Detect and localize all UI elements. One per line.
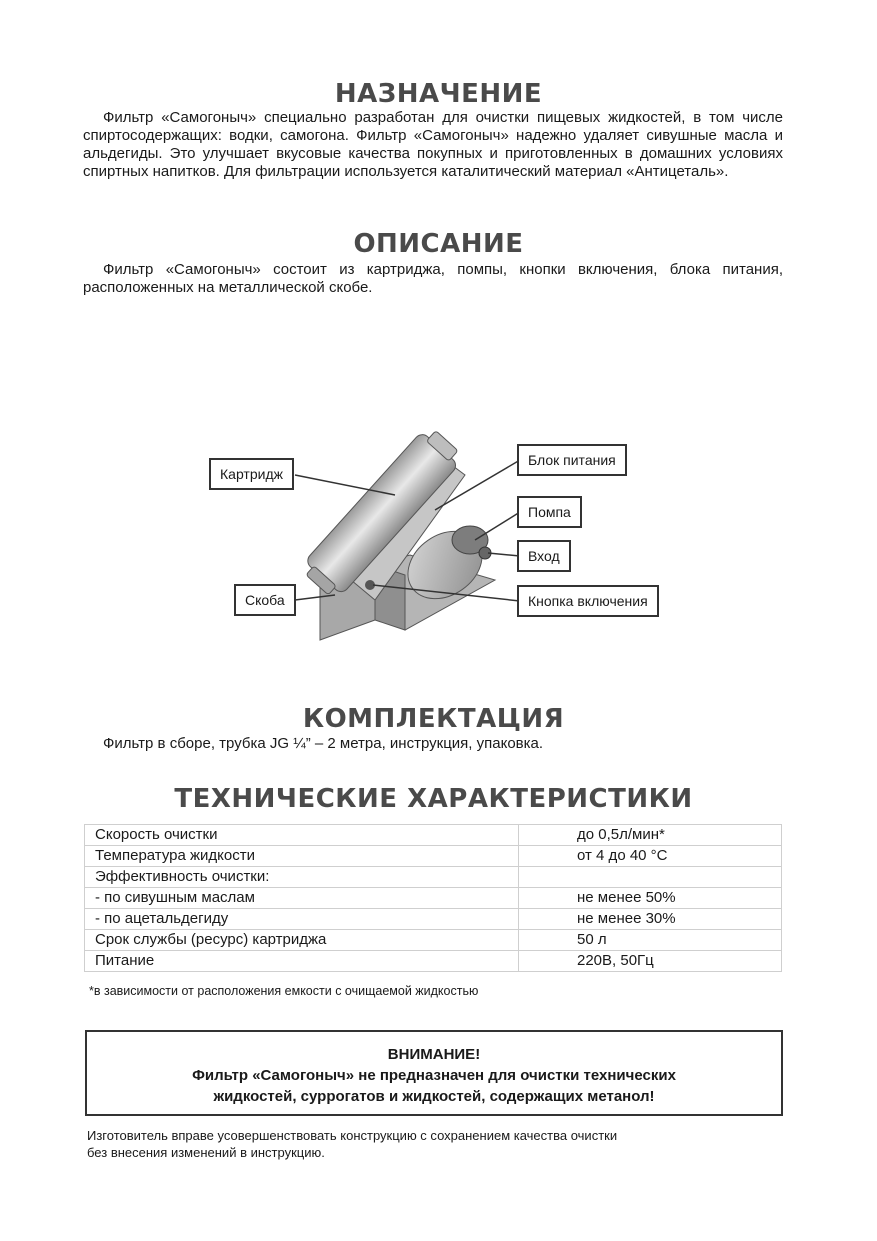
device-diagram [195,415,695,660]
specs-row-label: - по сивушным маслам [85,888,519,909]
specs-row [85,909,782,930]
specs-row [85,846,782,867]
specs-row-label: Температура жидкости [85,846,519,867]
label-pump: Помпа [517,496,582,528]
specs-row-label: Эффективность очистки: [85,867,519,888]
specs-row-label: - по ацетальдегиду [85,909,519,930]
specs-title: ТЕХНИЧЕСКИЕ ХАРАКТЕРИСТИКИ [174,784,693,814]
label-bracket: Скоба [234,584,296,616]
description-title: ОПИСАНИЕ [353,229,524,259]
specs-row-value: от 4 до 40 °С [519,846,782,867]
specs-row [85,930,782,951]
description-text: Фильтр «Самогоныч» состоит из картриджа, помпы, кнопки включения, блока питания, расположенных на металлической скобе. [83,261,783,296]
label-power-unit: Блок питания [517,444,627,476]
specs-row [85,825,782,846]
label-cartridge: Картридж [209,458,294,490]
specs-table [84,824,782,972]
warning-box [85,1030,783,1116]
specs-row [85,951,782,972]
purpose-title: НАЗНАЧЕНИЕ [334,79,543,109]
manufacturer-note [87,1127,617,1161]
specs-row [85,888,782,909]
purpose-text: Фильтр «Самогоныч» специально разработан для очистки пищевых жидкостей, в том числе спиртосодержащих: водки, самогона. Фильтр «Самогоныч» надежно удаляет сивушные масла и альдегиды. Это улучшает вкусовые качества покупных и приготовленных в домашних условиях спиртных напитков. Для фильтрации используется каталитический материал «Антицеталь». [83,109,783,180]
specs-row-value: 50 л [519,930,782,951]
manufacturer-note-line-1: Изготовитель вправе усовершенствовать конструкцию с сохранением качества очистки [87,1128,618,1143]
kit-text: Фильтр в сборе, трубка JG ¼” – 2 метра, инструкция, упаковка. [103,735,544,752]
specs-row-value [519,867,782,888]
warning-line-2: жидкостей, суррогатов и жидкостей, содержащих метанол! [213,1088,655,1105]
label-inlet: Вход [517,540,571,572]
kit-title: КОМПЛЕКТАЦИЯ [302,704,565,734]
warning-title: ВНИМАНИЕ! [387,1046,481,1063]
specs-footnote: *в зависимости от расположения емкости с очищаемой жидкостью [89,984,479,998]
warning-line-1: Фильтр «Самогоныч» не предназначен для очистки технических [192,1067,676,1084]
label-power-button: Кнопка включения [517,585,659,617]
specs-row-value: до 0,5л/мин* [519,825,782,846]
specs-row-value: не менее 30% [519,909,782,930]
specs-row [85,867,782,888]
specs-row-value: 220В, 50Гц [519,951,782,972]
manufacturer-note-line-2: без внесения изменений в инструкцию. [87,1145,325,1160]
specs-row-label: Срок службы (ресурс) картриджа [85,930,519,951]
specs-row-label: Скорость очистки [85,825,519,846]
specs-row-value: не менее 50% [519,888,782,909]
specs-row-label: Питание [85,951,519,972]
